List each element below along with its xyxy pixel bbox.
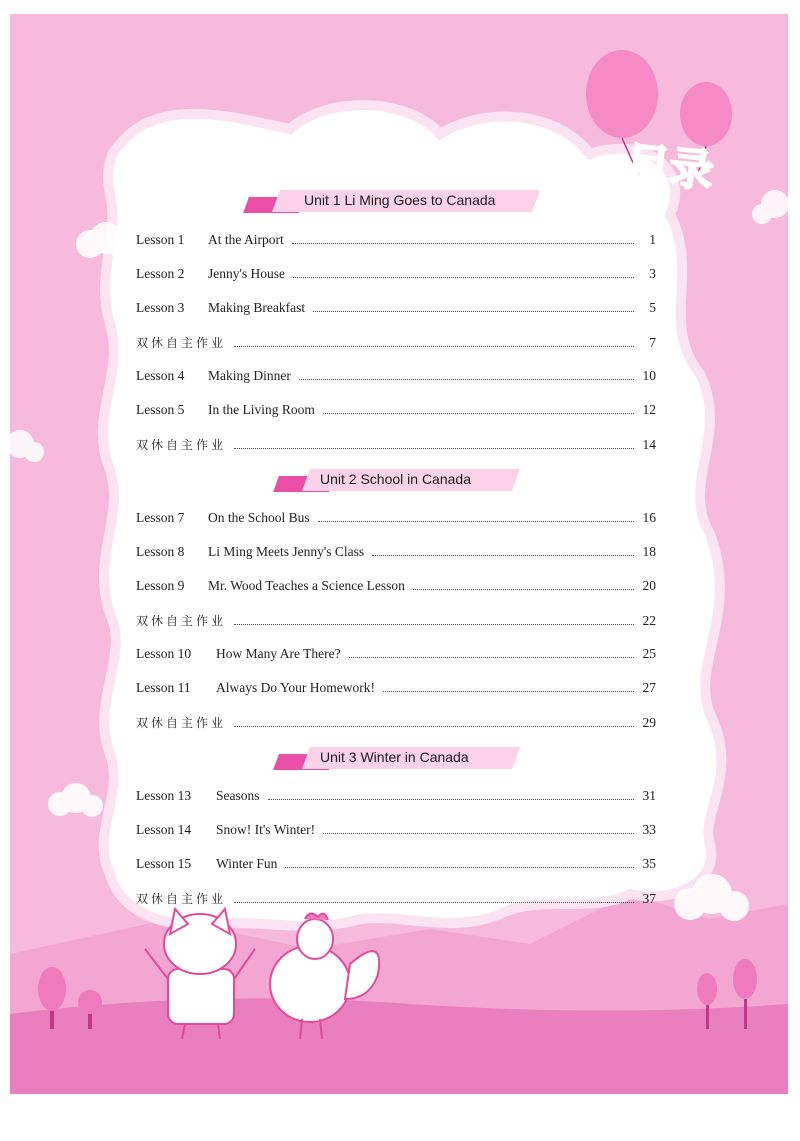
lesson-title: Jenny's House xyxy=(208,266,286,281)
page-number: 33 xyxy=(642,822,656,837)
toc-entry[interactable] xyxy=(136,402,656,422)
toc-entry[interactable] xyxy=(136,232,656,252)
dot-leader xyxy=(413,589,634,590)
lesson-title: Mr. Wood Teaches a Science Lesson xyxy=(208,578,405,593)
page-number: 31 xyxy=(642,788,656,803)
homework-title: 双休自主作业 xyxy=(136,614,227,628)
lesson-label: Lesson 9 xyxy=(136,578,185,593)
toc-entry[interactable] xyxy=(136,510,656,530)
lesson-label: Lesson 14 xyxy=(136,822,192,837)
homework-title: 双休自主作业 xyxy=(136,336,227,350)
dot-leader xyxy=(234,902,634,903)
dot-leader xyxy=(299,379,634,380)
lesson-label: Lesson 7 xyxy=(136,510,185,525)
toc-entry[interactable] xyxy=(136,680,656,700)
lesson-label: Lesson 5 xyxy=(136,402,185,417)
page-number: 7 xyxy=(649,335,656,350)
lesson-title: Snow! It's Winter! xyxy=(216,822,316,837)
toc-entry[interactable] xyxy=(136,266,656,286)
lesson-label: Lesson 11 xyxy=(136,680,191,695)
dot-leader xyxy=(372,555,634,556)
page-number: 10 xyxy=(642,368,656,383)
unit-title: Unit 2 School in Canada xyxy=(320,471,471,487)
homework-title: 双休自主作业 xyxy=(136,892,227,906)
toc-entry[interactable] xyxy=(136,856,656,876)
toc-entry[interactable] xyxy=(136,890,656,910)
homework-title: 双休自主作业 xyxy=(136,438,227,452)
lesson-title: Seasons xyxy=(216,788,260,803)
page-number: 25 xyxy=(642,646,656,661)
lesson-title: On the School Bus xyxy=(208,510,310,525)
dot-leader xyxy=(234,624,634,625)
unit-title: Unit 3 Winter in Canada xyxy=(320,749,469,765)
page-number: 35 xyxy=(642,856,656,871)
toc-entry[interactable] xyxy=(136,436,656,456)
dot-leader xyxy=(383,691,634,692)
page-number: 20 xyxy=(642,578,656,593)
unit-banner xyxy=(246,190,546,214)
dot-leader xyxy=(318,521,634,522)
lesson-label: Lesson 1 xyxy=(136,232,185,247)
lesson-title: Always Do Your Homework! xyxy=(216,680,375,695)
toc-entry[interactable] xyxy=(136,612,656,632)
dot-leader xyxy=(292,243,634,244)
unit-banner xyxy=(276,469,526,493)
table-of-contents xyxy=(10,14,788,1094)
toc-entry[interactable] xyxy=(136,714,656,734)
toc-entry[interactable] xyxy=(136,368,656,388)
toc-entry[interactable] xyxy=(136,300,656,320)
lesson-title: How Many Are There? xyxy=(216,646,341,661)
homework-title: 双休自主作业 xyxy=(136,716,227,730)
dot-leader xyxy=(323,413,634,414)
page-number: 5 xyxy=(649,300,656,315)
lesson-label: Lesson 3 xyxy=(136,300,185,315)
lesson-label: Lesson 13 xyxy=(136,788,192,803)
page-number: 27 xyxy=(642,680,656,695)
lesson-title: Making Breakfast xyxy=(208,300,306,315)
lesson-title: In the Living Room xyxy=(208,402,315,417)
dot-leader xyxy=(349,657,634,658)
lesson-label: Lesson 10 xyxy=(136,646,192,661)
page-number: 29 xyxy=(642,715,656,730)
lesson-title: Making Dinner xyxy=(208,368,291,383)
unit-title: Unit 1 Li Ming Goes to Canada xyxy=(304,192,496,208)
dot-leader xyxy=(285,867,634,868)
page-number: 22 xyxy=(642,613,656,628)
toc-entry[interactable] xyxy=(136,334,656,354)
toc-entry[interactable] xyxy=(136,578,656,598)
lesson-title: Winter Fun xyxy=(216,856,278,871)
page-number: 37 xyxy=(642,891,656,906)
lesson-label: Lesson 8 xyxy=(136,544,185,559)
book-page xyxy=(10,14,788,1094)
dot-leader xyxy=(234,448,634,449)
dot-leader xyxy=(234,346,634,347)
page-number: 3 xyxy=(649,266,656,281)
lesson-label: Lesson 15 xyxy=(136,856,192,871)
unit-banner xyxy=(276,747,526,771)
toc-entry[interactable] xyxy=(136,788,656,808)
page-number: 14 xyxy=(642,437,656,452)
dot-leader xyxy=(313,311,634,312)
lesson-title: Li Ming Meets Jenny's Class xyxy=(208,544,365,559)
dot-leader xyxy=(323,833,634,834)
page-number: 12 xyxy=(642,402,656,417)
page-number: 18 xyxy=(642,544,656,559)
dot-leader xyxy=(293,277,634,278)
page-number: 16 xyxy=(642,510,656,525)
dot-leader xyxy=(268,799,635,800)
page-number: 1 xyxy=(649,232,656,247)
lesson-label: Lesson 2 xyxy=(136,266,185,281)
toc-entry[interactable] xyxy=(136,646,656,666)
lesson-title: At the Airport xyxy=(208,232,284,247)
lesson-label: Lesson 4 xyxy=(136,368,185,383)
page-title: 目录 xyxy=(623,137,716,198)
toc-entry[interactable] xyxy=(136,544,656,564)
dot-leader xyxy=(234,726,634,727)
toc-entry[interactable] xyxy=(136,822,656,842)
